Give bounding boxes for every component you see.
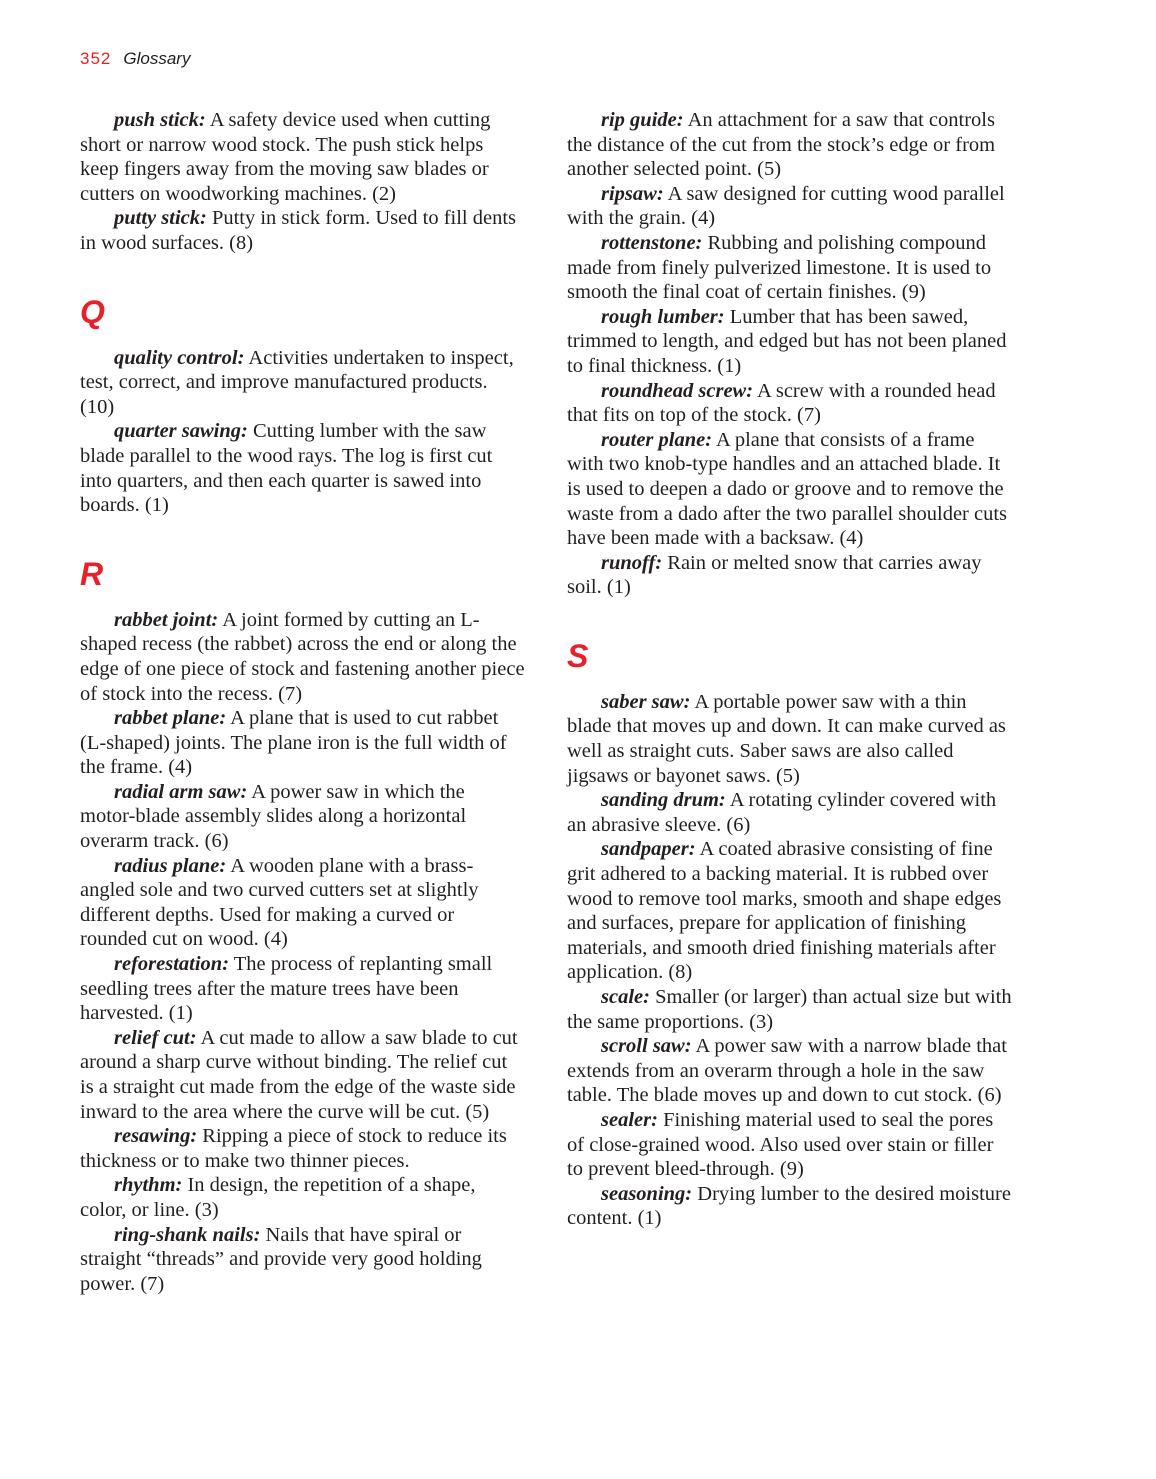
section-letter-r: R: [80, 555, 104, 592]
glossary-entry: [80, 780, 525, 854]
glossary-entry: [567, 1034, 1012, 1108]
glossary-definition: A saw designed for cutting wood parallel with the grain. (4): [567, 182, 1005, 230]
glossary-definition: A rotating cylinder covered with an abrasive sleeve. (6): [567, 789, 997, 836]
section-letter-s: S: [567, 637, 589, 674]
right-column: [567, 108, 1012, 1231]
glossary-term: sandpaper:: [601, 838, 696, 861]
glossary-definition: A safety device used when cutting short or narrow wood stock. The push stick helps keep fingers away from the moving saw blades or cutters on woodworking machines. (2): [80, 109, 491, 205]
glossary-entry: [567, 1182, 1012, 1231]
glossary-definition: Lumber that has been sawed, trimmed to length, and edged but has not been planed to final thickness. (1): [567, 305, 1007, 377]
glossary-term: sealer:: [601, 1108, 658, 1131]
glossary-definition: A portable power saw with a thin blade that moves up and down. It can make curved as well as straight cuts. Saber saws are also called jigsaws or bayonet saws. (5): [567, 690, 1006, 787]
glossary-entry: [80, 108, 525, 206]
glossary-definition: The process of replanting small seedling trees after the mature trees have been harvested. (1): [80, 953, 493, 1025]
glossary-term: rottenstone:: [601, 231, 703, 254]
glossary-definition: Activities undertaken to inspect, test, correct, and improve manufactured products. (10): [80, 346, 514, 418]
left-column: [80, 108, 525, 1296]
glossary-definition: In design, the repetition of a shape, color, or line. (3): [80, 1174, 476, 1221]
glossary-term: runoff:: [601, 551, 663, 574]
glossary-entry: [80, 1173, 525, 1222]
glossary-entry: [567, 788, 1012, 837]
glossary-term: seasoning:: [601, 1182, 693, 1205]
glossary-term: rabbet joint:: [114, 608, 219, 631]
glossary-term: roundhead screw:: [601, 379, 754, 402]
glossary-entry: [80, 854, 525, 952]
glossary-definition: Drying lumber to the desired moisture content. (1): [567, 1182, 1011, 1230]
glossary-definition: Finishing material used to seal the pores of close-grained wood. Also used over stain or filler to prevent bleed-through. (9): [567, 1108, 994, 1181]
glossary-term: rhythm:: [114, 1174, 183, 1197]
glossary-entry: [567, 1108, 1012, 1182]
glossary-entry: [567, 985, 1012, 1034]
glossary-entry: [567, 379, 1012, 428]
glossary-term: router plane:: [601, 428, 713, 451]
glossary-entry: [80, 706, 525, 780]
glossary-entry: [567, 690, 1012, 788]
glossary-term: sanding drum:: [601, 789, 726, 812]
glossary-term: putty stick:: [114, 207, 207, 230]
glossary-term: quarter sawing:: [114, 420, 248, 443]
glossary-definition: Nails that have spiral or straight “threads” and provide very good holding power. (7): [80, 1223, 482, 1295]
glossary-entry: [80, 952, 525, 1026]
glossary-entry: [80, 1124, 525, 1173]
glossary-definition: Smaller (or larger) than actual size but with the same proportions. (3): [567, 986, 1012, 1033]
glossary-entry: [567, 182, 1012, 231]
glossary-entry: [80, 206, 525, 255]
running-title: Glossary: [123, 49, 191, 68]
glossary-definition: An attachment for a saw that controls the distance of the cut from the stock’s edge or from another selected point. (5): [567, 109, 996, 181]
glossary-entry: [567, 551, 1012, 600]
glossary-term: rip guide:: [601, 109, 684, 131]
glossary-definition: A wooden plane with a brass-angled sole and two curved cutters set at slightly different depths. Used for making a curved or rounded cut on wood. (4): [80, 854, 479, 951]
glossary-term: relief cut:: [114, 1026, 197, 1049]
glossary-definition: A cut made to allow a saw blade to cut around a sharp curve without binding. The relief cut is a straight cut made from the edge of the waste side inward to the area where the curve will be cut. (5): [80, 1026, 518, 1123]
page-number: 352: [80, 49, 112, 68]
glossary-entry: [80, 608, 525, 706]
glossary-definition: Cutting lumber with the saw blade parallel to the wood rays. The log is first cut into quarters, and then each quarter is sawed into boards. (1): [80, 420, 493, 517]
glossary-term: resawing:: [114, 1125, 198, 1148]
glossary-entry: [567, 837, 1012, 985]
page-header: [80, 49, 190, 69]
glossary-term: radius plane:: [114, 854, 227, 877]
glossary-definition: Ripping a piece of stock to reduce its thickness or to make two thinner pieces.: [80, 1125, 507, 1172]
glossary-term: quality control:: [114, 346, 245, 369]
glossary-definition: A coated abrasive consisting of fine grit adhered to a backing material. It is rubbed over wood to remove tool marks, smooth and shape edges and surfaces, prepare for application of finishing materials, and smooth dried finishing materials after application. (8): [567, 838, 1002, 984]
glossary-entry: [80, 419, 525, 517]
glossary-definition: A plane that is used to cut rabbet (L-shaped) joints. The plane iron is the full width of the frame. (4): [80, 707, 507, 779]
glossary-definition: A plane that consists of a frame with two knob-type handles and an attached blade. It is used to deepen a dado or groove and to remove the waste from a dado after the two parallel shoulder cuts have been made with a backsaw. (4): [567, 428, 1008, 550]
glossary-definition: A power saw with a narrow blade that extends from an overarm through a hole in the saw table. The blade moves up and down to cut stock. (6): [567, 1035, 1007, 1107]
glossary-entry: [567, 108, 1012, 182]
glossary-entry: [567, 428, 1012, 551]
glossary-entry: [567, 231, 1012, 305]
glossary-term: scale:: [601, 986, 650, 1008]
glossary-entry: [80, 346, 525, 420]
glossary-term: ring-shank nails:: [114, 1223, 261, 1246]
glossary-entry: [567, 305, 1012, 379]
glossary-definition: Rubbing and polishing compound made from finely pulverized limestone. It is used to smooth the final coat of certain finishes. (9): [567, 231, 992, 304]
glossary-entry: [80, 1026, 525, 1124]
glossary-term: scroll saw:: [601, 1035, 692, 1058]
glossary-definition: Rain or melted snow that carries away soil. (1): [567, 551, 982, 599]
glossary-term: radial arm saw:: [114, 780, 248, 803]
glossary-term: rabbet plane:: [114, 707, 227, 730]
glossary-term: push stick:: [114, 109, 206, 131]
glossary-definition: A joint formed by cutting an L-shaped recess (the rabbet) across the end or along the edge of one piece of stock and fastening another piece of stock into the recess. (7): [80, 608, 525, 705]
section-letter-q: Q: [80, 293, 105, 330]
glossary-term: rough lumber:: [601, 305, 725, 328]
glossary-definition: Putty in stick form. Used to fill dents in wood surfaces. (8): [80, 207, 517, 254]
glossary-definition: A power saw in which the motor-blade assembly slides along a horizontal overarm track. (6): [80, 780, 467, 853]
glossary-term: saber saw:: [601, 690, 691, 713]
glossary-term: reforestation:: [114, 953, 230, 976]
glossary-definition: A screw with a rounded head that fits on top of the stock. (7): [567, 379, 996, 427]
glossary-entry: [80, 1223, 525, 1297]
glossary-term: ripsaw:: [601, 182, 664, 205]
